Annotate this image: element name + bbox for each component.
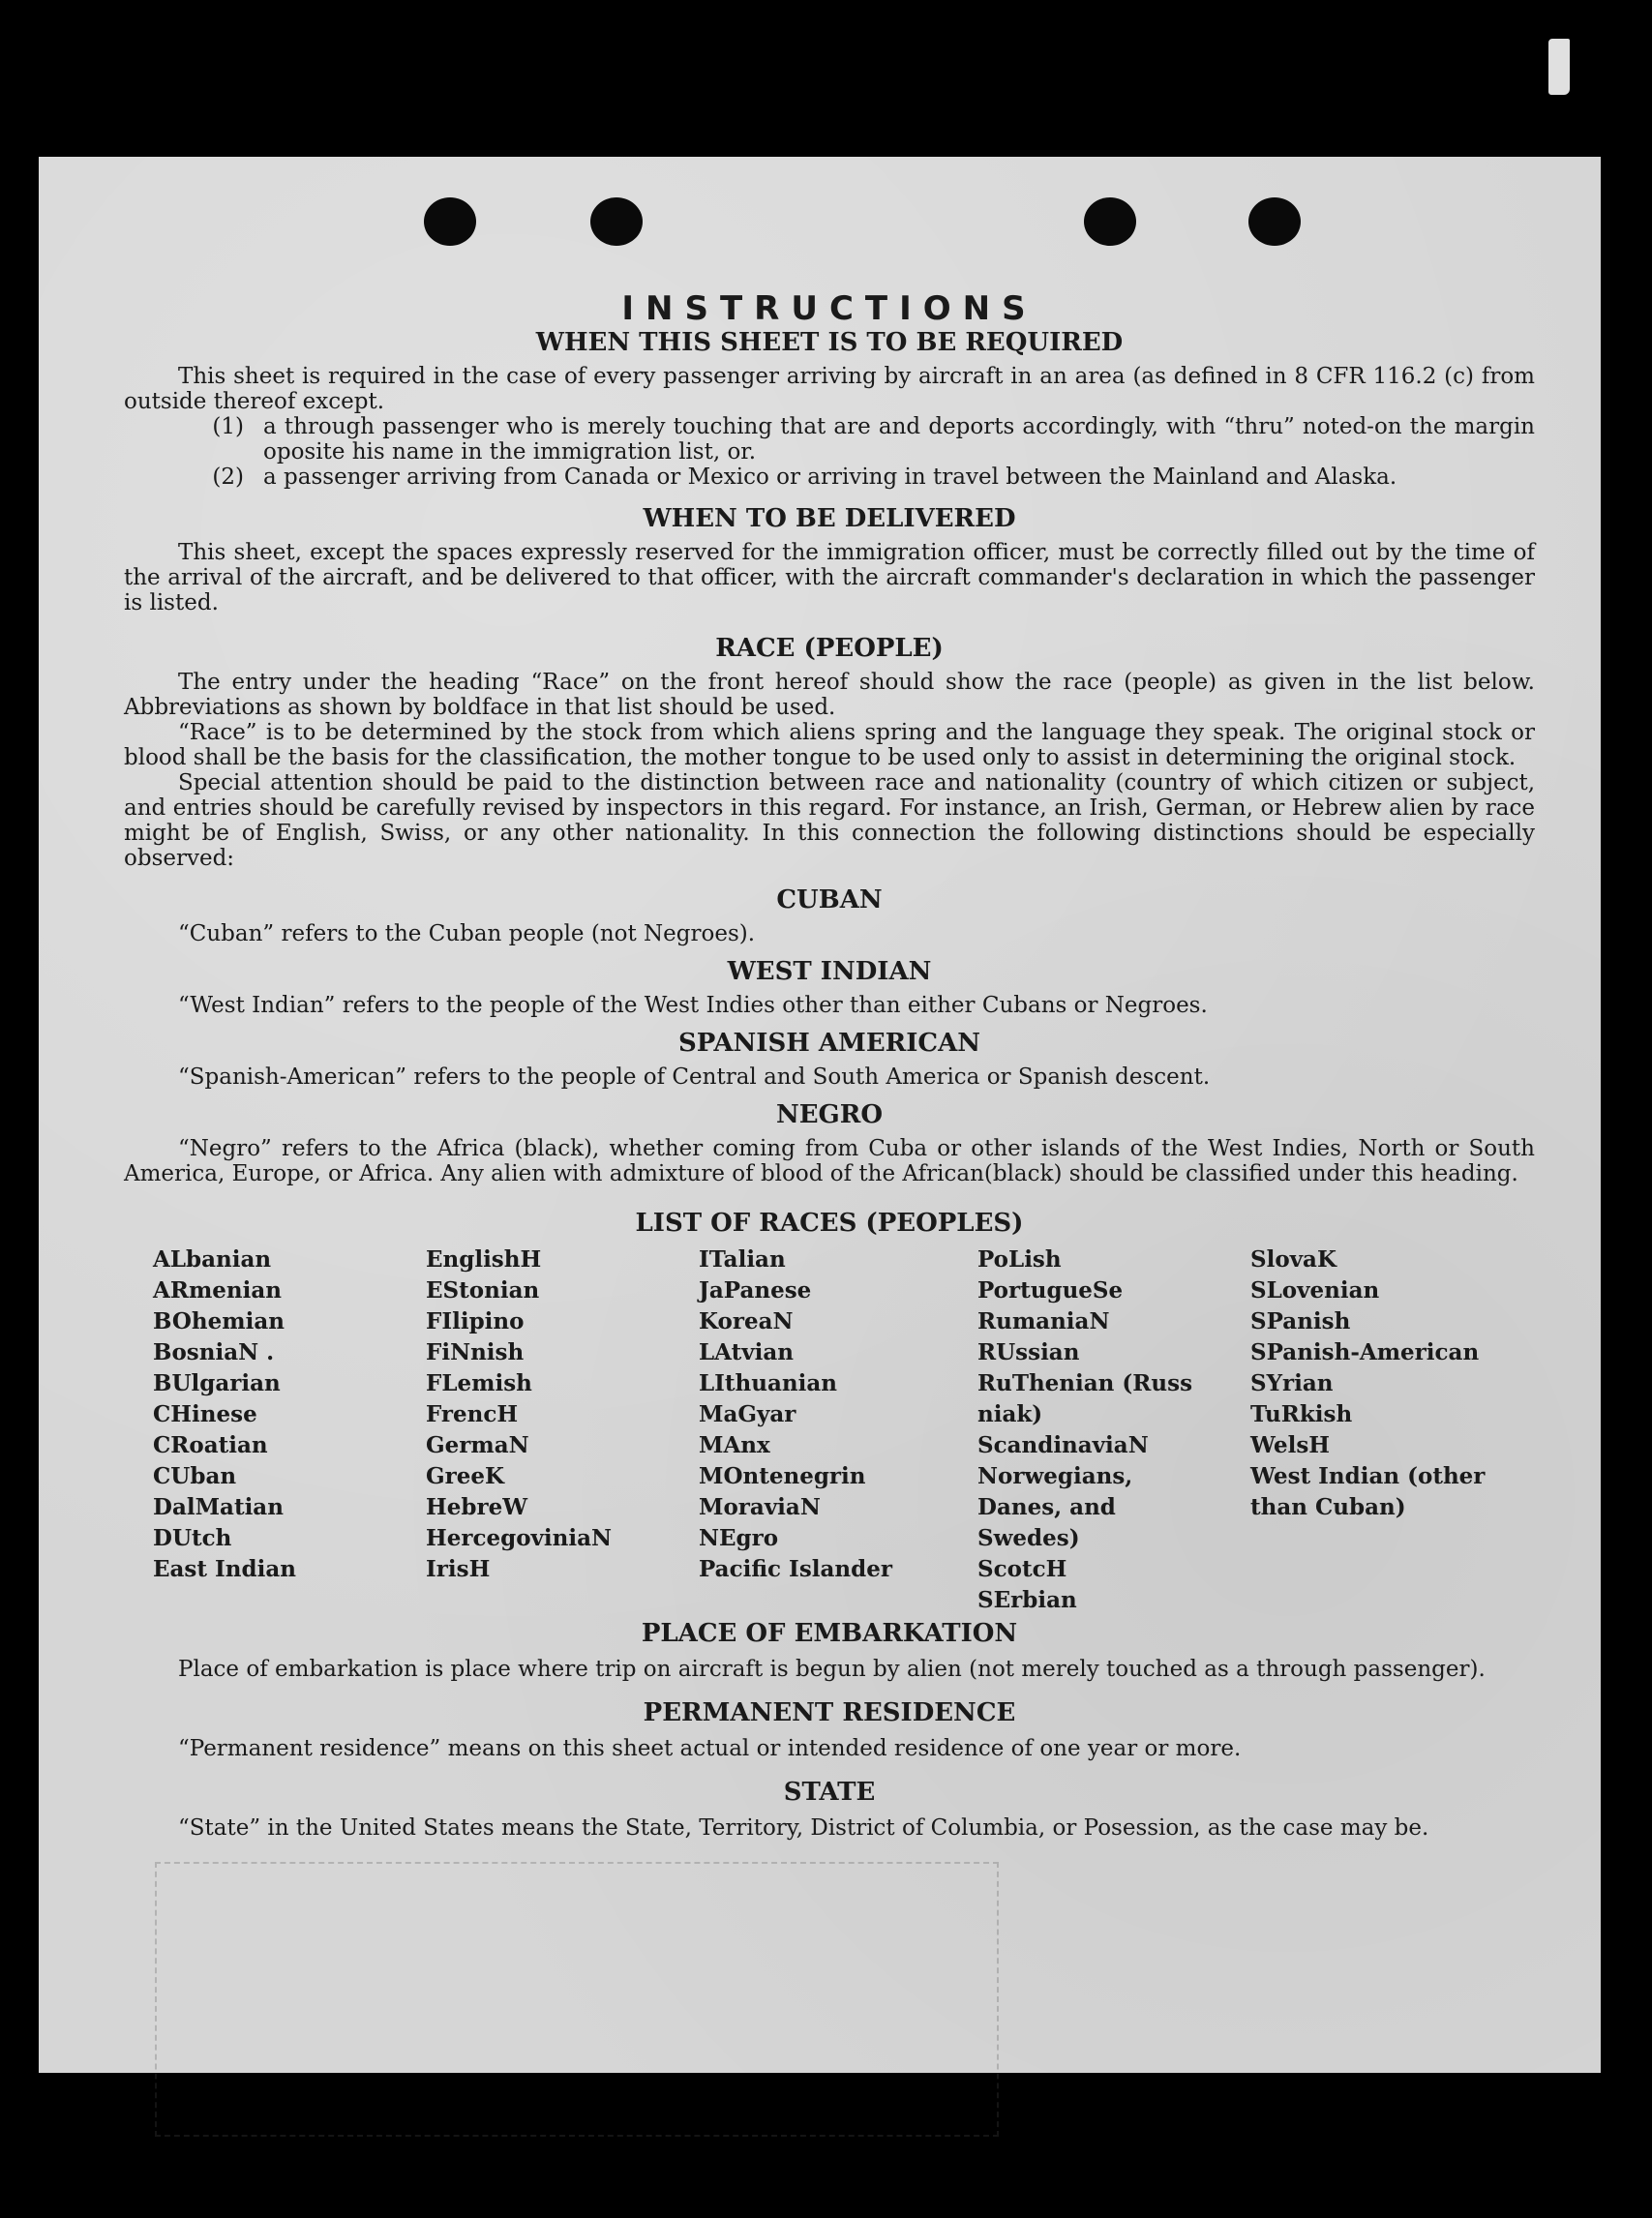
state-text: “State” in the United States means the State, Territory, District of Columbia, or Posession, as the case may be.: [178, 1815, 1429, 1841]
race-entry: LAtvian: [699, 1339, 794, 1365]
races-list: [153, 1244, 1535, 1616]
race-entry: BOhemian: [153, 1308, 285, 1334]
section-heading-residence: PERMANENT RESIDENCE: [643, 1698, 1016, 1727]
race-entry: SPanish-American: [1250, 1339, 1480, 1365]
section-heading-embarkation: PLACE OF EMBARKATION: [641, 1619, 1018, 1648]
bleed-through-box: [155, 1862, 999, 2137]
race-entry: West Indian (other than Cuban): [1250, 1463, 1486, 1520]
race-entry: CRoatian: [153, 1432, 268, 1458]
race-entry: FrencH: [426, 1401, 519, 1427]
race-entry: HercegoviniaN: [426, 1525, 613, 1551]
race-entry: JaPanese: [699, 1277, 812, 1304]
race-entry: GermaN: [426, 1432, 529, 1458]
negro-text: “Negro” refers to the Africa (black), whether coming from Cuba or other islands of the West Indies, North or South America, Europe, or Africa. Any alien with admixture of blood of the African(black) should be classified under this heading.: [124, 1136, 1535, 1186]
race-entry: RUssian: [977, 1339, 1080, 1365]
race-entry: PortugueSe: [977, 1277, 1124, 1304]
race-entry: ITalian: [699, 1246, 786, 1273]
section-heading-races-list: LIST OF RACES (PEOPLES): [635, 1209, 1024, 1238]
section-heading-delivered: WHEN TO BE DELIVERED: [643, 504, 1016, 533]
race-entry: LIthuanian: [699, 1370, 837, 1396]
race-entry: HebreW: [426, 1494, 528, 1520]
race-paragraph-1: The entry under the heading “Race” on the front hereof should show the race (people) as given in the list below. Abbreviations as shown by boldface in that list should be used.: [124, 670, 1535, 720]
race-entry: BosniaN .: [153, 1339, 275, 1365]
race-entry: FLemish: [426, 1370, 532, 1396]
race-entry: Pacific Islander: [699, 1556, 892, 1582]
race-entry: ALbanian: [153, 1246, 272, 1273]
race-entry: SYrian: [1250, 1370, 1334, 1396]
race-entry: DUtch: [153, 1525, 232, 1551]
race-entry: DalMatian: [153, 1494, 284, 1520]
race-entry: MaGyar: [699, 1401, 796, 1427]
section-heading-spanish-american: SPANISH AMERICAN: [677, 1029, 981, 1058]
required-intro: This sheet is required in the case of every passenger arriving by aircraft in an area (as defined in 8 CFR 116.2 (c) from outside thereof except.: [124, 364, 1535, 414]
spanish-american-text: “Spanish-American” refers to the people of Central and South America or Spanish descent.: [178, 1064, 1211, 1090]
race-entry: EnglishH: [426, 1246, 542, 1273]
races-column: [426, 1244, 699, 1616]
race-entry: FiNnish: [426, 1339, 525, 1365]
item-text: a through passenger who is merely touching that are and deports accordingly, with “thru” noted-on the margin oposite his name in the immigration list, or.: [263, 414, 1535, 465]
section-heading-negro: NEGRO: [775, 1100, 884, 1129]
punch-hole: [1084, 197, 1136, 246]
paper-scrap: [1548, 39, 1570, 95]
race-entry: RumaniaN: [977, 1308, 1110, 1334]
required-item: [124, 414, 1535, 465]
required-item: [124, 465, 1535, 490]
race-entry: WelsH: [1250, 1432, 1331, 1458]
race-entry: CHinese: [153, 1401, 257, 1427]
race-entry: SLovenian: [1250, 1277, 1380, 1304]
race-entry: SErbian: [977, 1587, 1077, 1613]
race-entry: IrisH: [426, 1556, 491, 1582]
item-number: (1): [212, 414, 244, 439]
section-heading-race: RACE (PEOPLE): [715, 634, 944, 663]
section-heading-required: WHEN THIS SHEET IS TO BE REQUIRED: [535, 328, 1124, 357]
race-entry: ScandinaviaN Norwegians, Danes, and Swedes): [977, 1432, 1149, 1551]
race-entry: CUban: [153, 1463, 237, 1489]
race-entry: East Indian: [153, 1556, 296, 1582]
punch-hole: [424, 197, 476, 246]
race-entry: ARmenian: [153, 1277, 283, 1304]
residence-text: “Permanent residence” means on this sheet actual or intended residence of one year or more.: [178, 1736, 1242, 1761]
race-entry: MoraviaN: [699, 1494, 821, 1520]
race-entry: MOntenegrin: [699, 1463, 866, 1489]
race-entry: MAnx: [699, 1432, 770, 1458]
race-entry: KoreaN: [699, 1308, 794, 1334]
race-paragraph-3: Special attention should be paid to the distinction between race and nationality (country of which citizen or subject, and entries should be carefully revised by inspectors in this regard. For instance, an Irish, German, or Hebrew alien by race might be of English, Swiss, or any other nationality. In this connection the following distinctions should be especially observed:: [124, 770, 1535, 871]
item-text: a passenger arriving from Canada or Mexico or arriving in travel between the Mainland and Alaska.: [263, 465, 1397, 490]
race-entry: SlovaK: [1250, 1246, 1337, 1273]
race-entry: FIlipino: [426, 1308, 525, 1334]
races-column: [1250, 1244, 1531, 1616]
race-entry: ScotcH: [977, 1556, 1067, 1582]
races-column: [977, 1244, 1250, 1616]
race-entry: BUlgarian: [153, 1370, 281, 1396]
cuban-text: “Cuban” refers to the Cuban people (not Negroes).: [178, 921, 756, 946]
section-heading-state: STATE: [783, 1778, 876, 1807]
west-indian-text: “West Indian” refers to the people of the West Indies other than either Cubans or Negroes.: [178, 993, 1208, 1018]
race-paragraph-2: “Race” is to be determined by the stock from which aliens spring and the language they speak. The original stock or blood shall be the basis for the classification, the mother tongue to be used only to assist in determining the original stock.: [124, 720, 1535, 770]
race-entry: SPanish: [1250, 1308, 1351, 1334]
punch-hole: [1248, 197, 1301, 246]
instructions-content: [124, 290, 1535, 1841]
race-entry: RuThenian (Russ niak): [977, 1370, 1193, 1427]
item-number: (2): [212, 465, 244, 490]
page-title: INSTRUCTIONS: [621, 289, 1037, 328]
race-entry: PoLish: [977, 1246, 1062, 1273]
races-column: [699, 1244, 977, 1616]
document-page: [39, 157, 1601, 2073]
section-heading-cuban: CUBAN: [776, 885, 883, 914]
race-entry: TuRkish: [1250, 1401, 1353, 1427]
delivered-text: This sheet, except the spaces expressly reserved for the immigration officer, must be correctly filled out by the time of the arrival of the aircraft, and be delivered to that officer, with the aircraft commander's declaration in which the passenger is listed.: [124, 540, 1535, 615]
race-entry: GreeK: [426, 1463, 505, 1489]
section-heading-west-indian: WEST INDIAN: [727, 957, 932, 986]
embarkation-text: Place of embarkation is place where trip on aircraft is begun by alien (not merely touched as a through passenger).: [178, 1657, 1486, 1682]
punch-hole: [590, 197, 643, 246]
race-entry: NEgro: [699, 1525, 779, 1551]
races-column: [153, 1244, 426, 1616]
race-entry: EStonian: [426, 1277, 540, 1304]
